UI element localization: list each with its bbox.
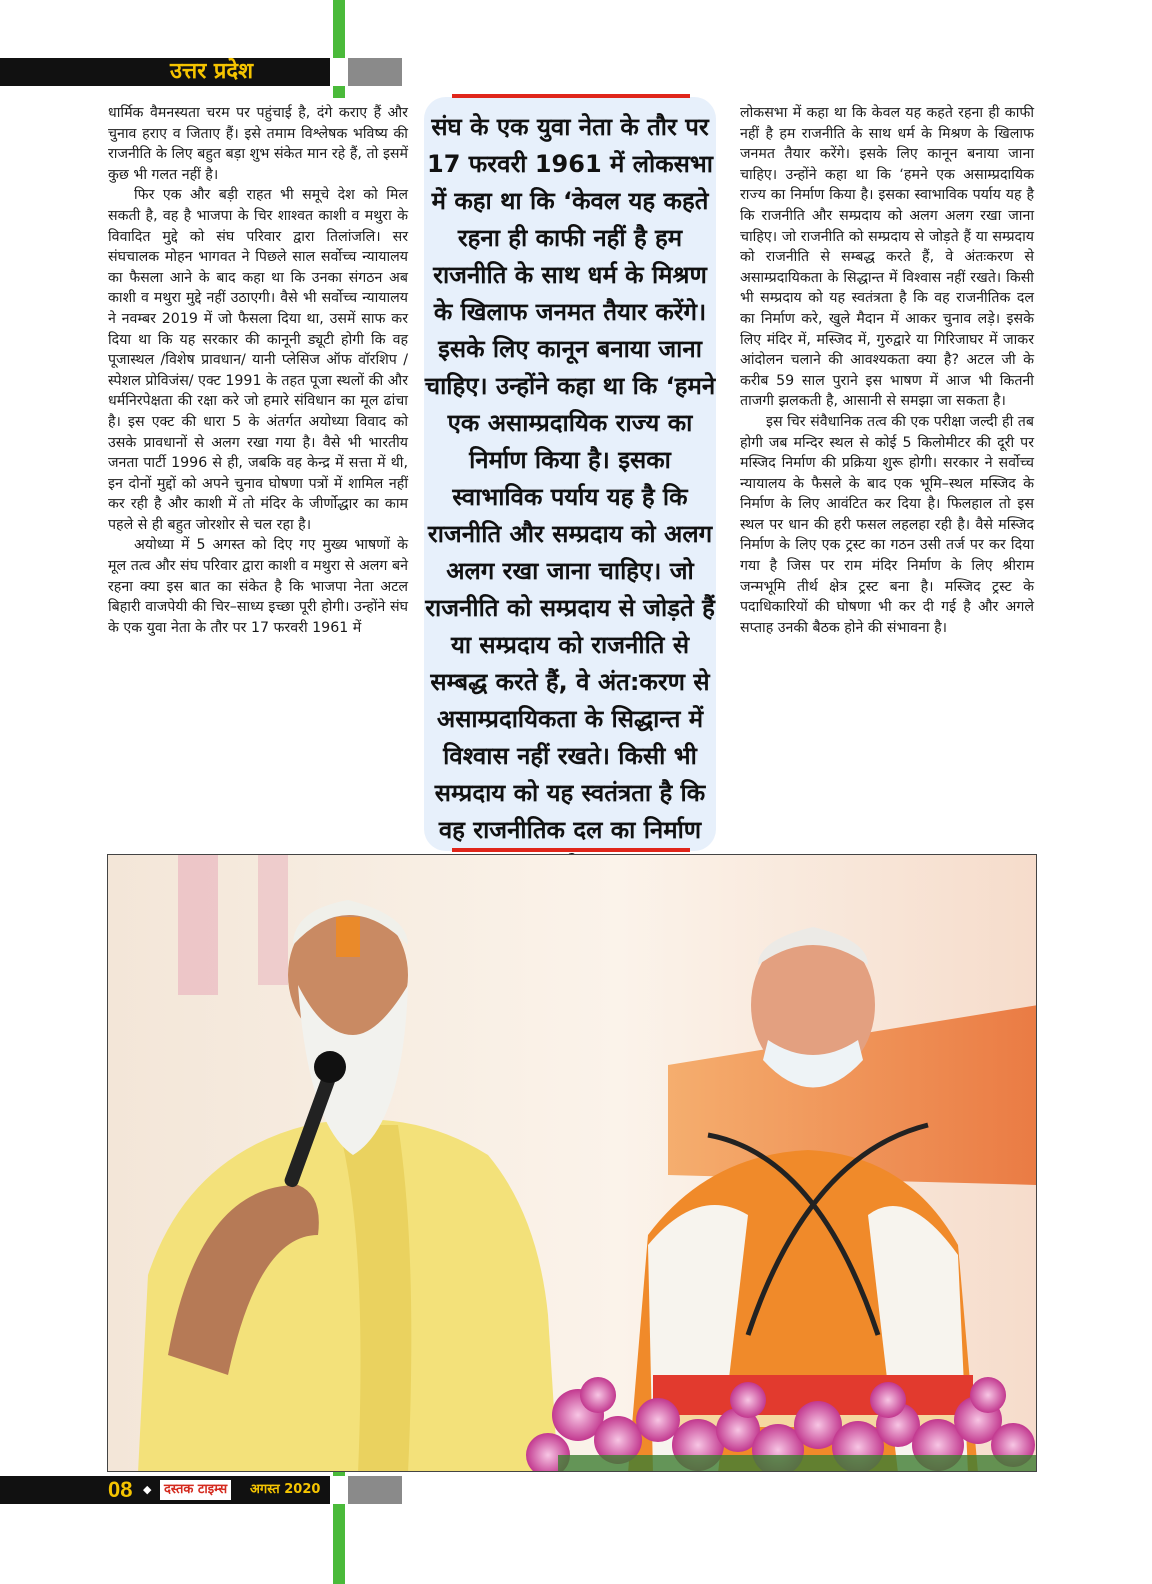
article-paragraph: इस चिर संवैधानिक तत्व की एक परीक्षा जल्दी ही तब होगी जब मन्दिर स्थल से कोई 5 किलोमीटर की दूरी पर मस्जिद निर्माण की प्रक्रिया शुरू होगी। सरकार ने सर्वोच्च न्यायालय के फैसले के बाद एक भूमि–स्थल मस्जिद के निर्माण के लिए आवंटित कर दिया है। फिलहाल तो इस स्थल पर धान की हरी फसल लहलहा रही है। वैसे मस्जिद निर्माण के लिए एक ट्रस्ट का गठन उसी तर्ज पर कर दिया गया है जिस पर राम मंदिर निर्माण के लिए श्रीराम जन्मभूमि तीर्थ क्षेत्र ट्रस्ट बना है। मस्जिद ट्रस्ट के पदाधिकारियों की घोषणा भी कर दी गई है और अगले सप्ताह उनकी बैठक होने की संभावना है। (740, 413, 1034, 636)
magazine-logo: दस्तक टाइम्स (160, 1480, 231, 1500)
section-title: उत्तर प्रदेश (170, 59, 254, 84)
article-paragraph: अयोध्या में 5 अगस्त को दिए गए मुख्य भाषणों के मूल तत्व और संघ परिवार द्वारा काशी व मथुरा से अलग बने रहना क्या इस बात का संकेत है कि भाजपा नेता अटल बिहारी वाजपेयी की चिर–साध्य इच्छा पूरी होगी। उन्होंने संघ के एक युवा नेता के तौर पर 17 फरवरी 1961 में (108, 537, 408, 636)
accent-bar-top (333, 0, 345, 58)
accent-bar-bottom-head (333, 1472, 345, 1476)
footer-separator: ◆ (143, 1483, 152, 1496)
header-grey-block (348, 58, 402, 86)
article-column-right (740, 103, 1034, 638)
page-number: 08 (108, 1477, 133, 1502)
article-paragraph: लोकसभा में कहा था कि केवल यह कहते रहना ही काफी नहीं है हम राजनीति के साथ धर्म के मिश्रण के खिलाफ जनमत तैयार करेंगे। इसके लिए कानून बनाया जाना चाहिए। उन्होंने कहा था कि ‘हमने एक असाम्प्रदायिक राज्य का निर्माण किया है। इसका स्वाभाविक पर्याय यह है कि राजनीति और सम्प्रदाय को अलग अलग रखा जाना चाहिए। जो राजनीति को सम्प्रदाय से जोड़ते हैं या सम्प्रदाय को राजनीति से सम्बद्ध करते हैं, वे अंतःकरण से असाम्प्रदायिकता के सिद्धान्त में विश्वास नहीं रखते। किसी भी सम्प्रदाय को यह स्वतंत्रता है कि वह राजनीतिक दल का निर्माण करे, खुले मैदान में आकर चुनाव लड़े। इसके लिए मंदिर में, मस्जिद में, गुरुद्वारे या गिरिजाघर में जाकर आंदोलन चलाने की आवश्यकता क्या है? अटल जी के करीब 59 साल पुराने इस भाषण में आज भी कितनी ताजगी झलकती है, आसानी से समझा जा सकता है। (740, 105, 1034, 410)
article-paragraph: धार्मिक वैमनस्यता चरम पर पहुंचाई है, दंगे कराए हैं और चुनाव हराए व जिताए हैं। इसे तमाम विश्लेषक भविष्य की राजनीति के लिए बहुत बड़ा शुभ संकेत मान रहे हैं, तो इसमें कुछ भी गलत नहीं है। (108, 105, 408, 183)
section-header-bar (0, 58, 330, 86)
footer-grey-block (348, 1476, 402, 1504)
accent-bar-top-tail (333, 86, 345, 98)
photo-illustration (108, 855, 1037, 1472)
accent-bar-bottom (333, 1504, 345, 1584)
pull-quote-top-rule (452, 94, 690, 98)
article-photo (107, 854, 1037, 1472)
article-column-left (108, 103, 408, 638)
pull-quote-text: संघ के एक युवा नेता के तौर पर 17 फरवरी 1961 में लोकसभा में कहा था कि ‘केवल यह कहते रहना ही काफी नहीं है हम राजनीति के साथ धर्म के मिश्रण के खिलाफ जनमत तैयार करेंगे। इसके लिए कानून बनाया जाना चाहिए। उन्होंने कहा था कि ‘हमने एक असाम्प्रदायिक राज्य का निर्माण किया है। इसका स्वाभाविक पर्याय यह है कि राजनीति और सम्प्रदाय को अलग अलग रखा जाना चाहिए। जो राजनीति को सम्प्रदाय से जोड़ते हैं या सम्प्रदाय को राजनीति से सम्बद्ध करते हैं, वे अंत:करण से असाम्प्रदायिकता के सिद्धान्त में विश्वास नहीं रखते। किसी भी सम्प्रदाय को यह स्वतंत्रता है कि वह राजनीतिक दल का निर्माण (424, 113, 716, 844)
issue-date: अगस्त 2020 (250, 1482, 321, 1497)
article-paragraph: फिर एक और बड़ी राहत भी समूचे देश को मिल सकती है, वह है भाजपा के चिर शाश्वत काशी व मथुरा के विवादित मुद्दे को संघ परिवार द्वारा तिलांजलि। सर संघचालक मोहन भागवत ने पिछले साल सर्वोच्च न्यायालय का फैसला आने के बाद कहा था कि उनका संगठन अब काशी व मथुरा मुद्दे नहीं उठाएगी। वैसे भी सर्वोच्च न्यायालय ने नवम्बर 2019 में जो फैसला दिया था, उसमें साफ कर दिया था कि यह सरकार की कानूनी ड्यूटी होगी कि वह पूजास्थल /विशेष प्रावधान/ यानी प्लेसिज ऑफ वॉरशिप /स्पेशल प्रोविजंस/ एक्ट 1991 के तहत पूजा स्थलों की और धर्मनिरपेक्षता की रक्षा करे जो हमारे संविधान का मूल ढांचा है। इस एक्ट की धारा 5 के अंतर्गत अयोध्या विवाद को उसके प्रावधानों से अलग रखा गया है। वैसे भी भारतीय जनता पार्टी 1996 से ही, जबकि वह केन्द्र में सत्ता में थी, इन दोनों मुद्दों को अपने चुनाव घोषणा पत्रों में शामिल नहीं कर रही है और काशी में तो मंदिर के जीर्णोद्धार का काम पहले से ही बहुत जोरशोर से चल रहा है। (108, 187, 408, 533)
